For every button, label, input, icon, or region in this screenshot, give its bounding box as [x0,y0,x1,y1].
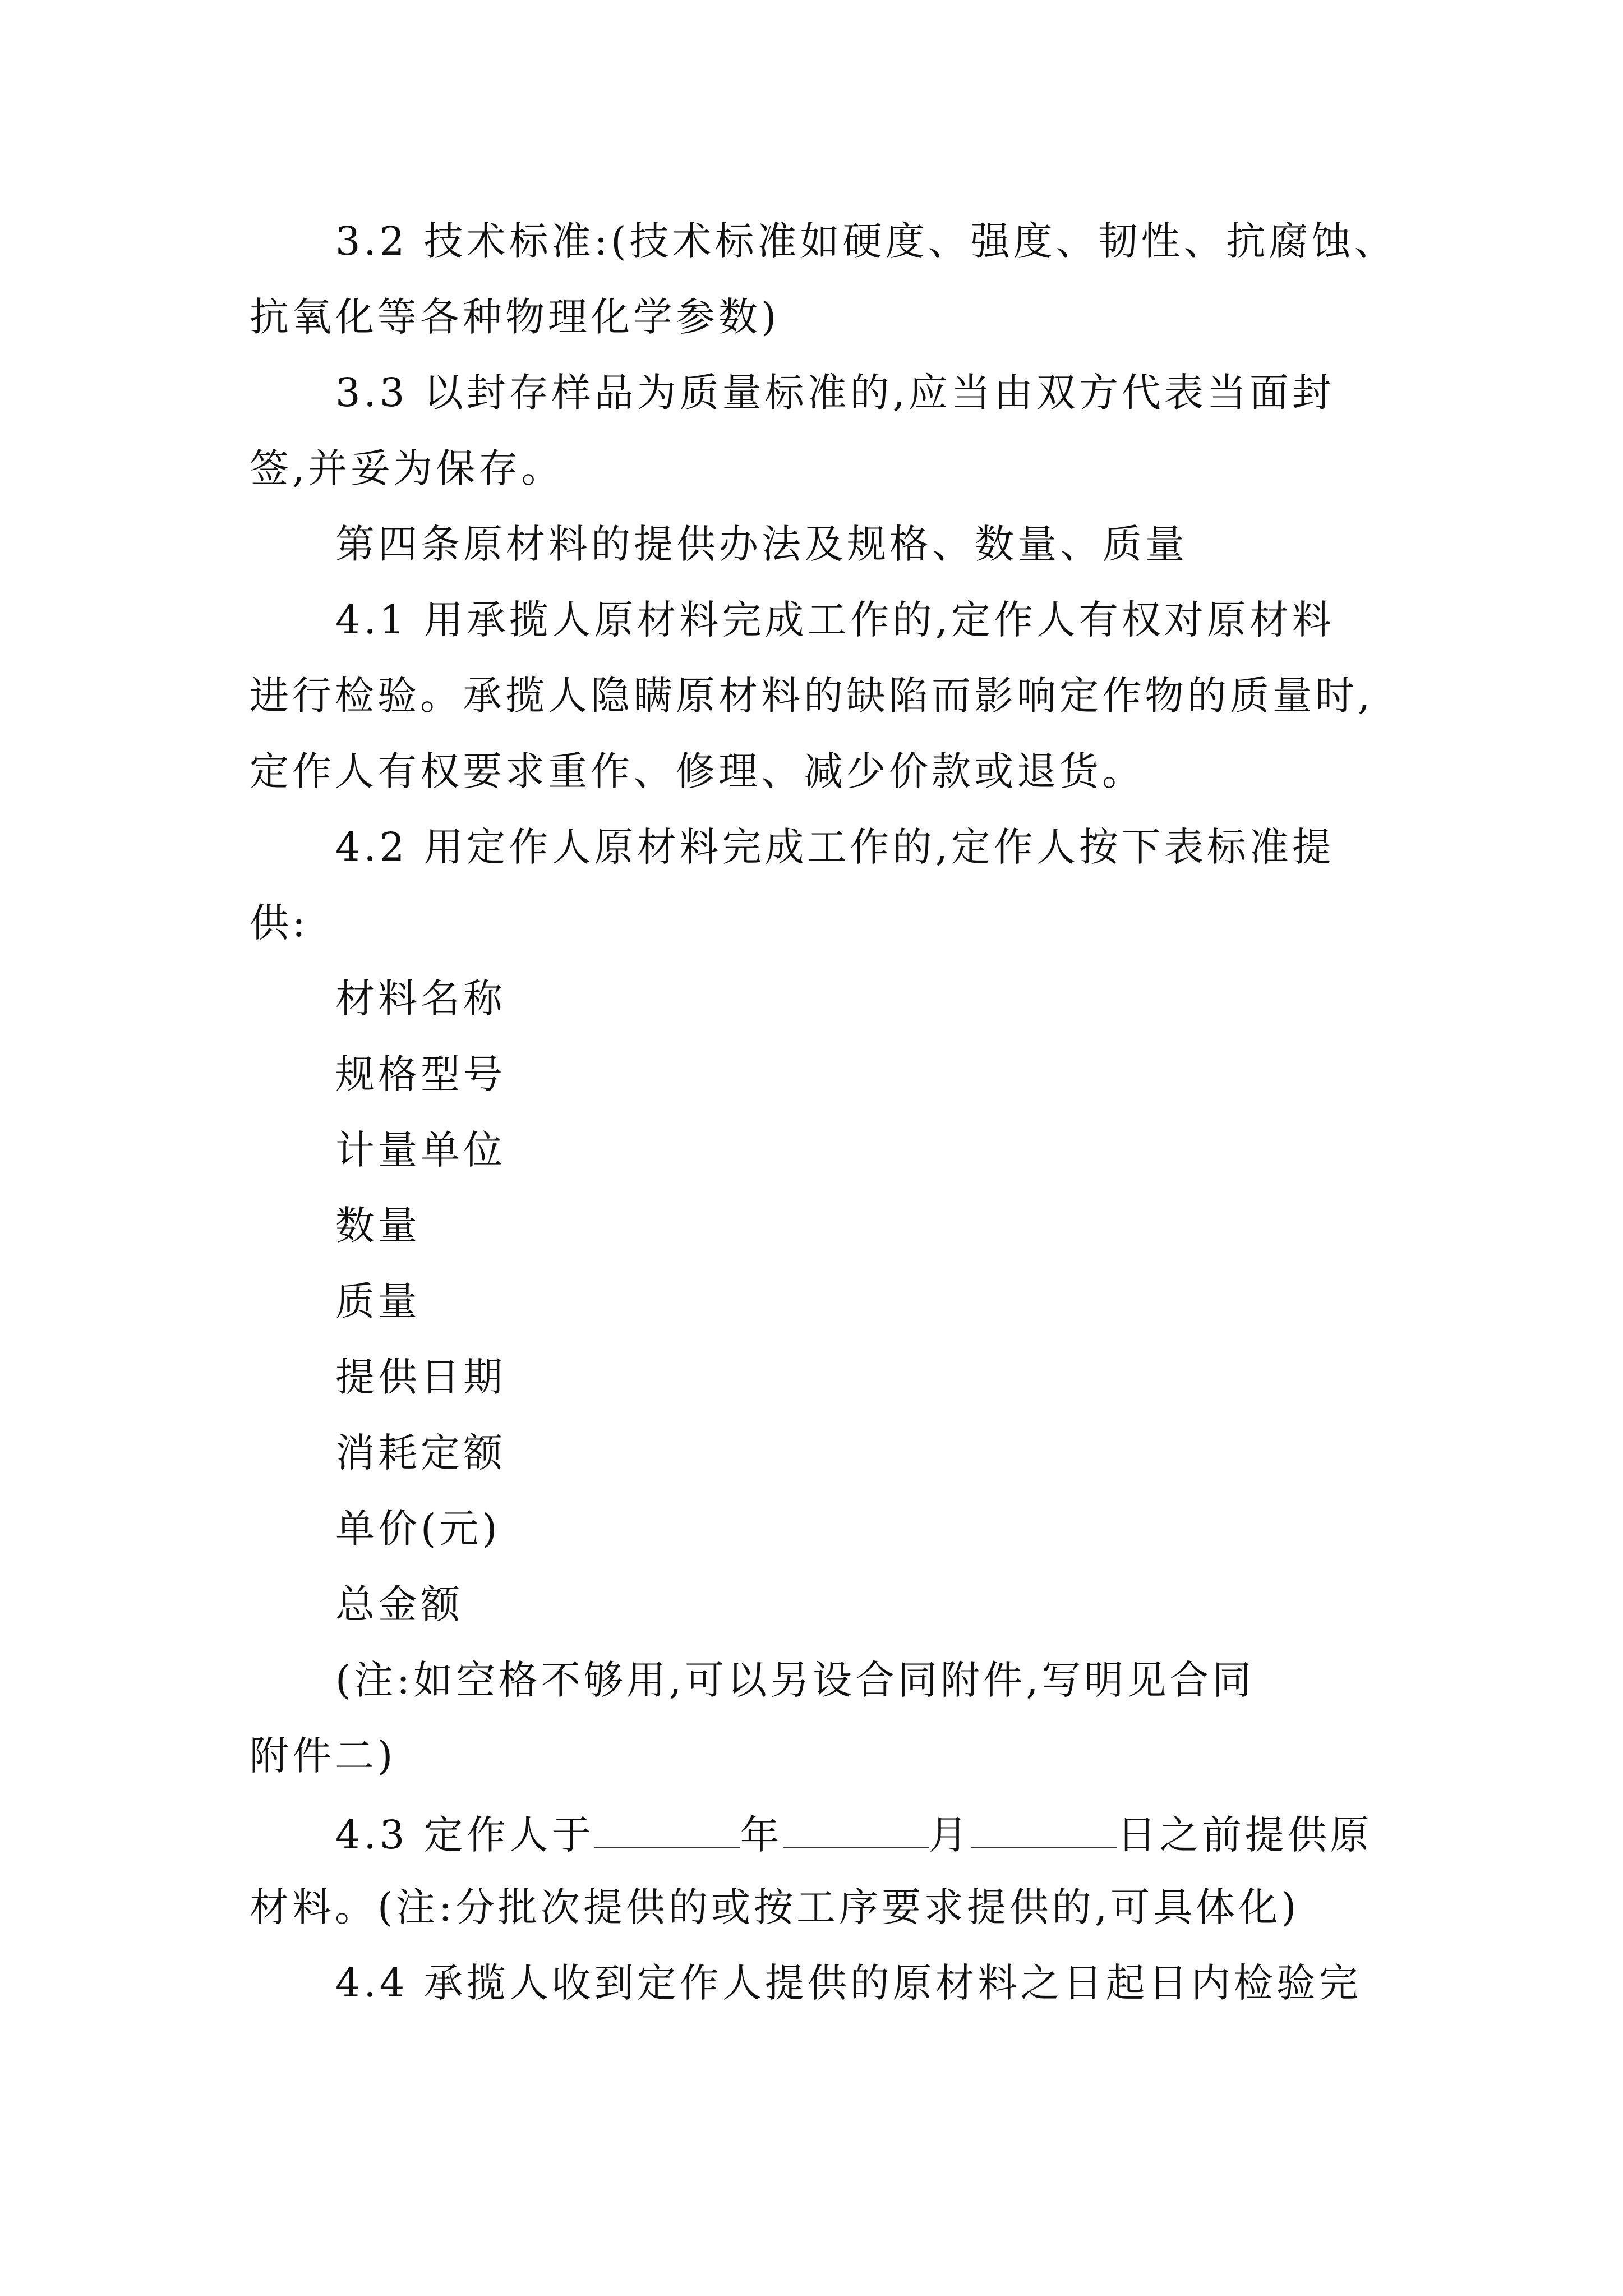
material-field-spec: 规格型号 [335,1051,506,1097]
clause-4-3-suffix: 日之前提供原 [1117,1812,1373,1858]
clause-4-2-line-2: 供: [250,900,309,946]
material-field-consumption: 消耗定额 [335,1430,506,1476]
material-field-total: 总金额 [335,1581,463,1627]
year-blank[interactable] [594,1812,740,1848]
material-field-quality: 质量 [335,1278,421,1324]
clause-4-3-line-2: 材料。(注:分批次提供的或按工序要求提供的,可具体化) [250,1884,1300,1930]
material-field-quantity: 数量 [335,1203,421,1249]
article-4-heading: 第四条原材料的提供办法及规格、数量、质量 [335,521,1188,567]
material-field-unit: 计量单位 [335,1127,506,1173]
clause-4-2-line-1: 4.2 用定作人原材料完成工作的,定作人按下表标准提 [335,824,1335,870]
year-label: 年 [740,1812,783,1858]
clause-3-2-line-2: 抗氧化等各种物理化学参数) [250,294,780,340]
clause-4-4-line-1: 4.4 承揽人收到定作人提供的原材料之日起日内检验完 [335,1960,1362,2006]
note-line-1: (注:如空格不够用,可以另设合同附件,写明见合同 [335,1657,1255,1703]
month-blank[interactable] [783,1812,929,1848]
clause-4-3-prefix: 4.3 定作人于 [335,1812,594,1858]
clause-3-2-line-1: 3.2 技术标准:(技术标准如硬度、强度、韧性、抗腐蚀、 [335,218,1397,264]
clause-4-1-line-1: 4.1 用承揽人原材料完成工作的,定作人有权对原材料 [335,597,1335,643]
material-field-name: 材料名称 [335,976,506,1022]
day-blank[interactable] [971,1812,1117,1848]
material-field-unit-price: 单价(元) [335,1506,501,1552]
note-line-2: 附件二) [250,1733,396,1779]
clause-3-3-line-2: 签,并妥为保存。 [250,445,564,491]
material-field-date: 提供日期 [335,1354,506,1400]
clause-4-3-line-1 [335,1812,1373,1858]
clause-4-1-line-2: 进行检验。承揽人隐瞒原材料的缺陷而影响定作物的质量时, [250,673,1374,719]
month-label: 月 [928,1812,971,1858]
clause-3-3-line-1: 3.3 以封存样品为质量标准的,应当由双方代表当面封 [335,370,1335,416]
clause-4-1-line-3: 定作人有权要求重作、修理、减少价款或退货。 [250,748,1145,794]
